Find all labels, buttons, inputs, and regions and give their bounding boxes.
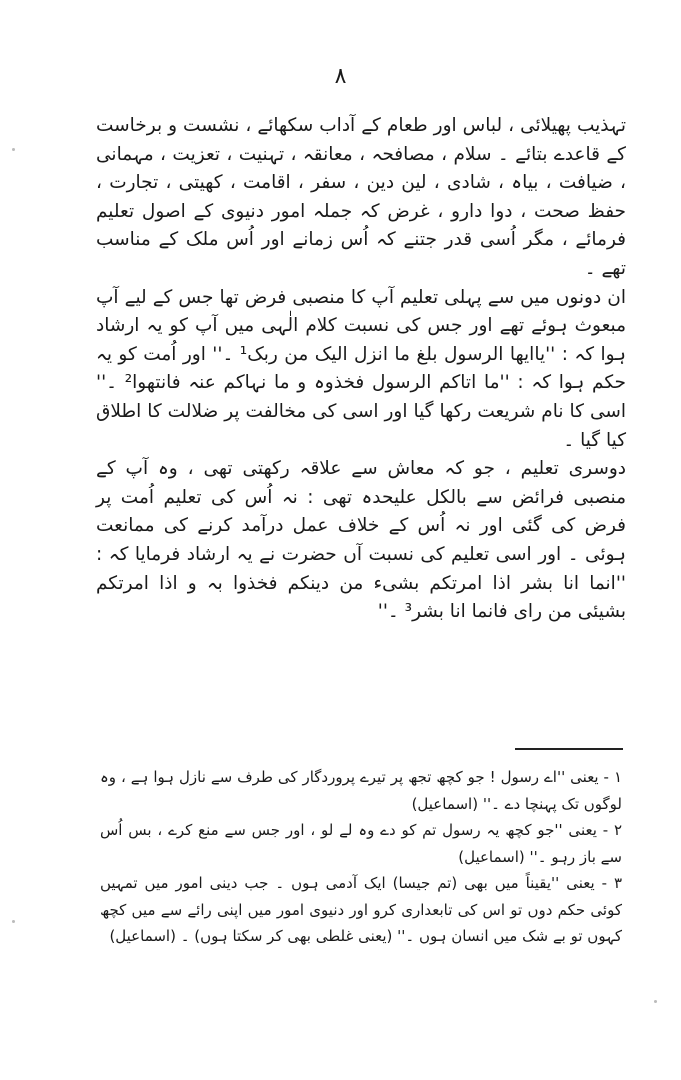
footnote: ۲ - یعنی ''جو کچھ یہ رسول تم کو دے وہ لے لو ، اور جس سے منع کرے ، بس اُس سے باز رہو ۔'' (اسماعیل) xyxy=(100,821,622,866)
scan-speck xyxy=(12,148,15,151)
main-text xyxy=(96,112,626,627)
footnote-divider xyxy=(515,748,623,750)
footnote: ۱ - یعنی ''اے رسول ! جو کچھ تجھ پر تیرے پروردگار کی طرف سے نازل ہوا ہے ، وہ لوگوں تک پہنچا دے ۔'' (اسماعیل) xyxy=(100,768,622,813)
footnote: ۳ - یعنی ''یقیناً میں بھی (تم جیسا) ایک آدمی ہوں ۔ جب دینی امور میں تمہیں کوئی حکم دوں تو اس کی تابعداری کرو اور دنیوی امور میں اپنی رائے سے میں کچھ کہوں تو بے شک میں انسان ہوں ۔'' (یعنی غلطی بھی کر سکتا ہوں) ۔ (اسماعیل) xyxy=(100,874,622,945)
scan-speck xyxy=(654,1000,657,1003)
paragraph: تہذیب پھیلائی ، لباس اور طعام کے آداب سکھائے ، نشست و برخاست کے قاعدے بتائے ۔ سلام ، مصافحہ ، معانقہ ، تہنیت ، تعزیت ، مہمانی ، ضیافت ، بیاہ ، شادی ، لین دین ، سفر ، اقامت ، کھیتی ، تجارت ، حفظ صحت ، دوا دارو ، غرض کہ جملہ امور دنیوی کے اصول تعلیم فرمائے ، مگر اُسی قدر جتنے کہ اُس زمانے اور اُس ملک کے مناسب تھے ۔ xyxy=(96,115,626,279)
page-number: ۸ xyxy=(334,64,347,89)
paragraph: ان دونوں میں سے پہلی تعلیم آپ کا منصبی فرض تھا جس کے لیے آپ مبعوث ہوئے تھے اور جس کی نسبت کلام الٰہی میں آپ کو یہ ارشاد ہوا کہ : ''یاایھا الرسول بلغ ما انزل الیک من ربک¹ ۔'' اور اُمت کو یہ حکم ہوا کہ : ''ما اتاکم الرسول فخذوہ و ما نہاکم عنہ فانتھوا² ۔'' اسی کا نام شریعت رکھا گیا اور اسی کی مخالفت پر ضلالت کا اطلاق کیا گیا ۔ xyxy=(96,286,626,451)
paragraph: دوسری تعلیم ، جو کہ معاش سے علاقہ رکھتی تھی ، وہ آپ کے منصبی فرائض سے بالکل علیحدہ تھی : نہ اُس کی تعلیم اُمت پر فرض کی گئی اور نہ اُس کے خلاف عمل درآمد کرنے کی ممانعت ہوئی ۔ اور اسی تعلیم کی نسبت آں حضرت نے یہ ارشاد فرمایا کہ : ''انما انا بشر اذا امرتکم بشیء من دینکم فخذوا بہ و اذا امرتکم بشیئی من رای فانما انا بشر³ ۔'' xyxy=(96,458,626,623)
scan-speck xyxy=(12,920,15,923)
footnotes xyxy=(100,764,622,950)
